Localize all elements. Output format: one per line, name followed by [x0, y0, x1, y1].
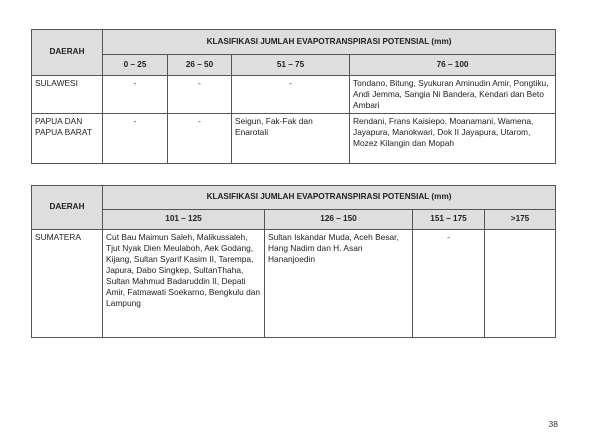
data-cell: - — [168, 76, 232, 114]
data-cell: - — [103, 76, 168, 114]
page-number: 38 — [548, 419, 558, 429]
range-header: 101 – 125 — [103, 210, 265, 230]
data-cell: Sultan Iskandar Muda, Aceh Besar, Hang Nadim dan H. Asan Hananjoedin — [265, 230, 413, 338]
data-cell: - — [168, 113, 232, 163]
table-row — [32, 230, 556, 338]
data-cell: Rendani, Frans Kaisiepo, Moanamani, Wamena, Jayapura, Manokwari, Dok II Jayapura, Utarom, Mozez Kilangin dan Mopah — [350, 113, 556, 163]
data-cell: - — [413, 230, 485, 338]
data-cell: Tondano, Bitung, Syukuran Aminudin Amir, Pongtiku, Andi Jemma, Sangia Ni Bandera, Kendari dan Beto Ambari — [350, 76, 556, 114]
range-header: 151 – 175 — [413, 210, 485, 230]
classification-title: KLASIFIKASI JUMLAH EVAPOTRANSPIRASI POTENSIAL (mm) — [103, 30, 556, 55]
data-cell: - — [103, 113, 168, 163]
region-cell: PAPUA DAN PAPUA BARAT — [32, 113, 103, 163]
data-cell: Seigun, Fak-Fak dan Enarotali — [232, 113, 350, 163]
evapotranspiration-table-1 — [31, 29, 556, 164]
daerah-header: DAERAH — [32, 186, 103, 230]
daerah-header: DAERAH — [32, 30, 103, 76]
data-cell — [485, 230, 556, 338]
range-header: 0 – 25 — [103, 55, 168, 76]
table-row — [32, 76, 556, 114]
range-header: 26 – 50 — [168, 55, 232, 76]
data-cell: Cut Bau Maimun Saleh, Malikussaleh, Tjut Nyak Dien Meulaboh, Aek Godang, Kijang, Sultan Syarif Kasim II, Tarempa, Japura, Dabo Singkep, SultanThaha, Sultan Mahmud Badaruddin II, Depati Amir, Fatmawati Soekarno, Bengkulu dan Lampung — [103, 230, 265, 338]
evapotranspiration-table-2 — [31, 185, 556, 338]
range-header: 126 – 150 — [265, 210, 413, 230]
classification-title: KLASIFIKASI JUMLAH EVAPOTRANSPIRASI POTENSIAL (mm) — [103, 186, 556, 210]
data-cell: - — [232, 76, 350, 114]
table-row — [32, 113, 556, 163]
region-cell: SUMATERA — [32, 230, 103, 338]
range-header: >175 — [485, 210, 556, 230]
range-header: 51 – 75 — [232, 55, 350, 76]
range-header: 76 – 100 — [350, 55, 556, 76]
region-cell: SULAWESI — [32, 76, 103, 114]
